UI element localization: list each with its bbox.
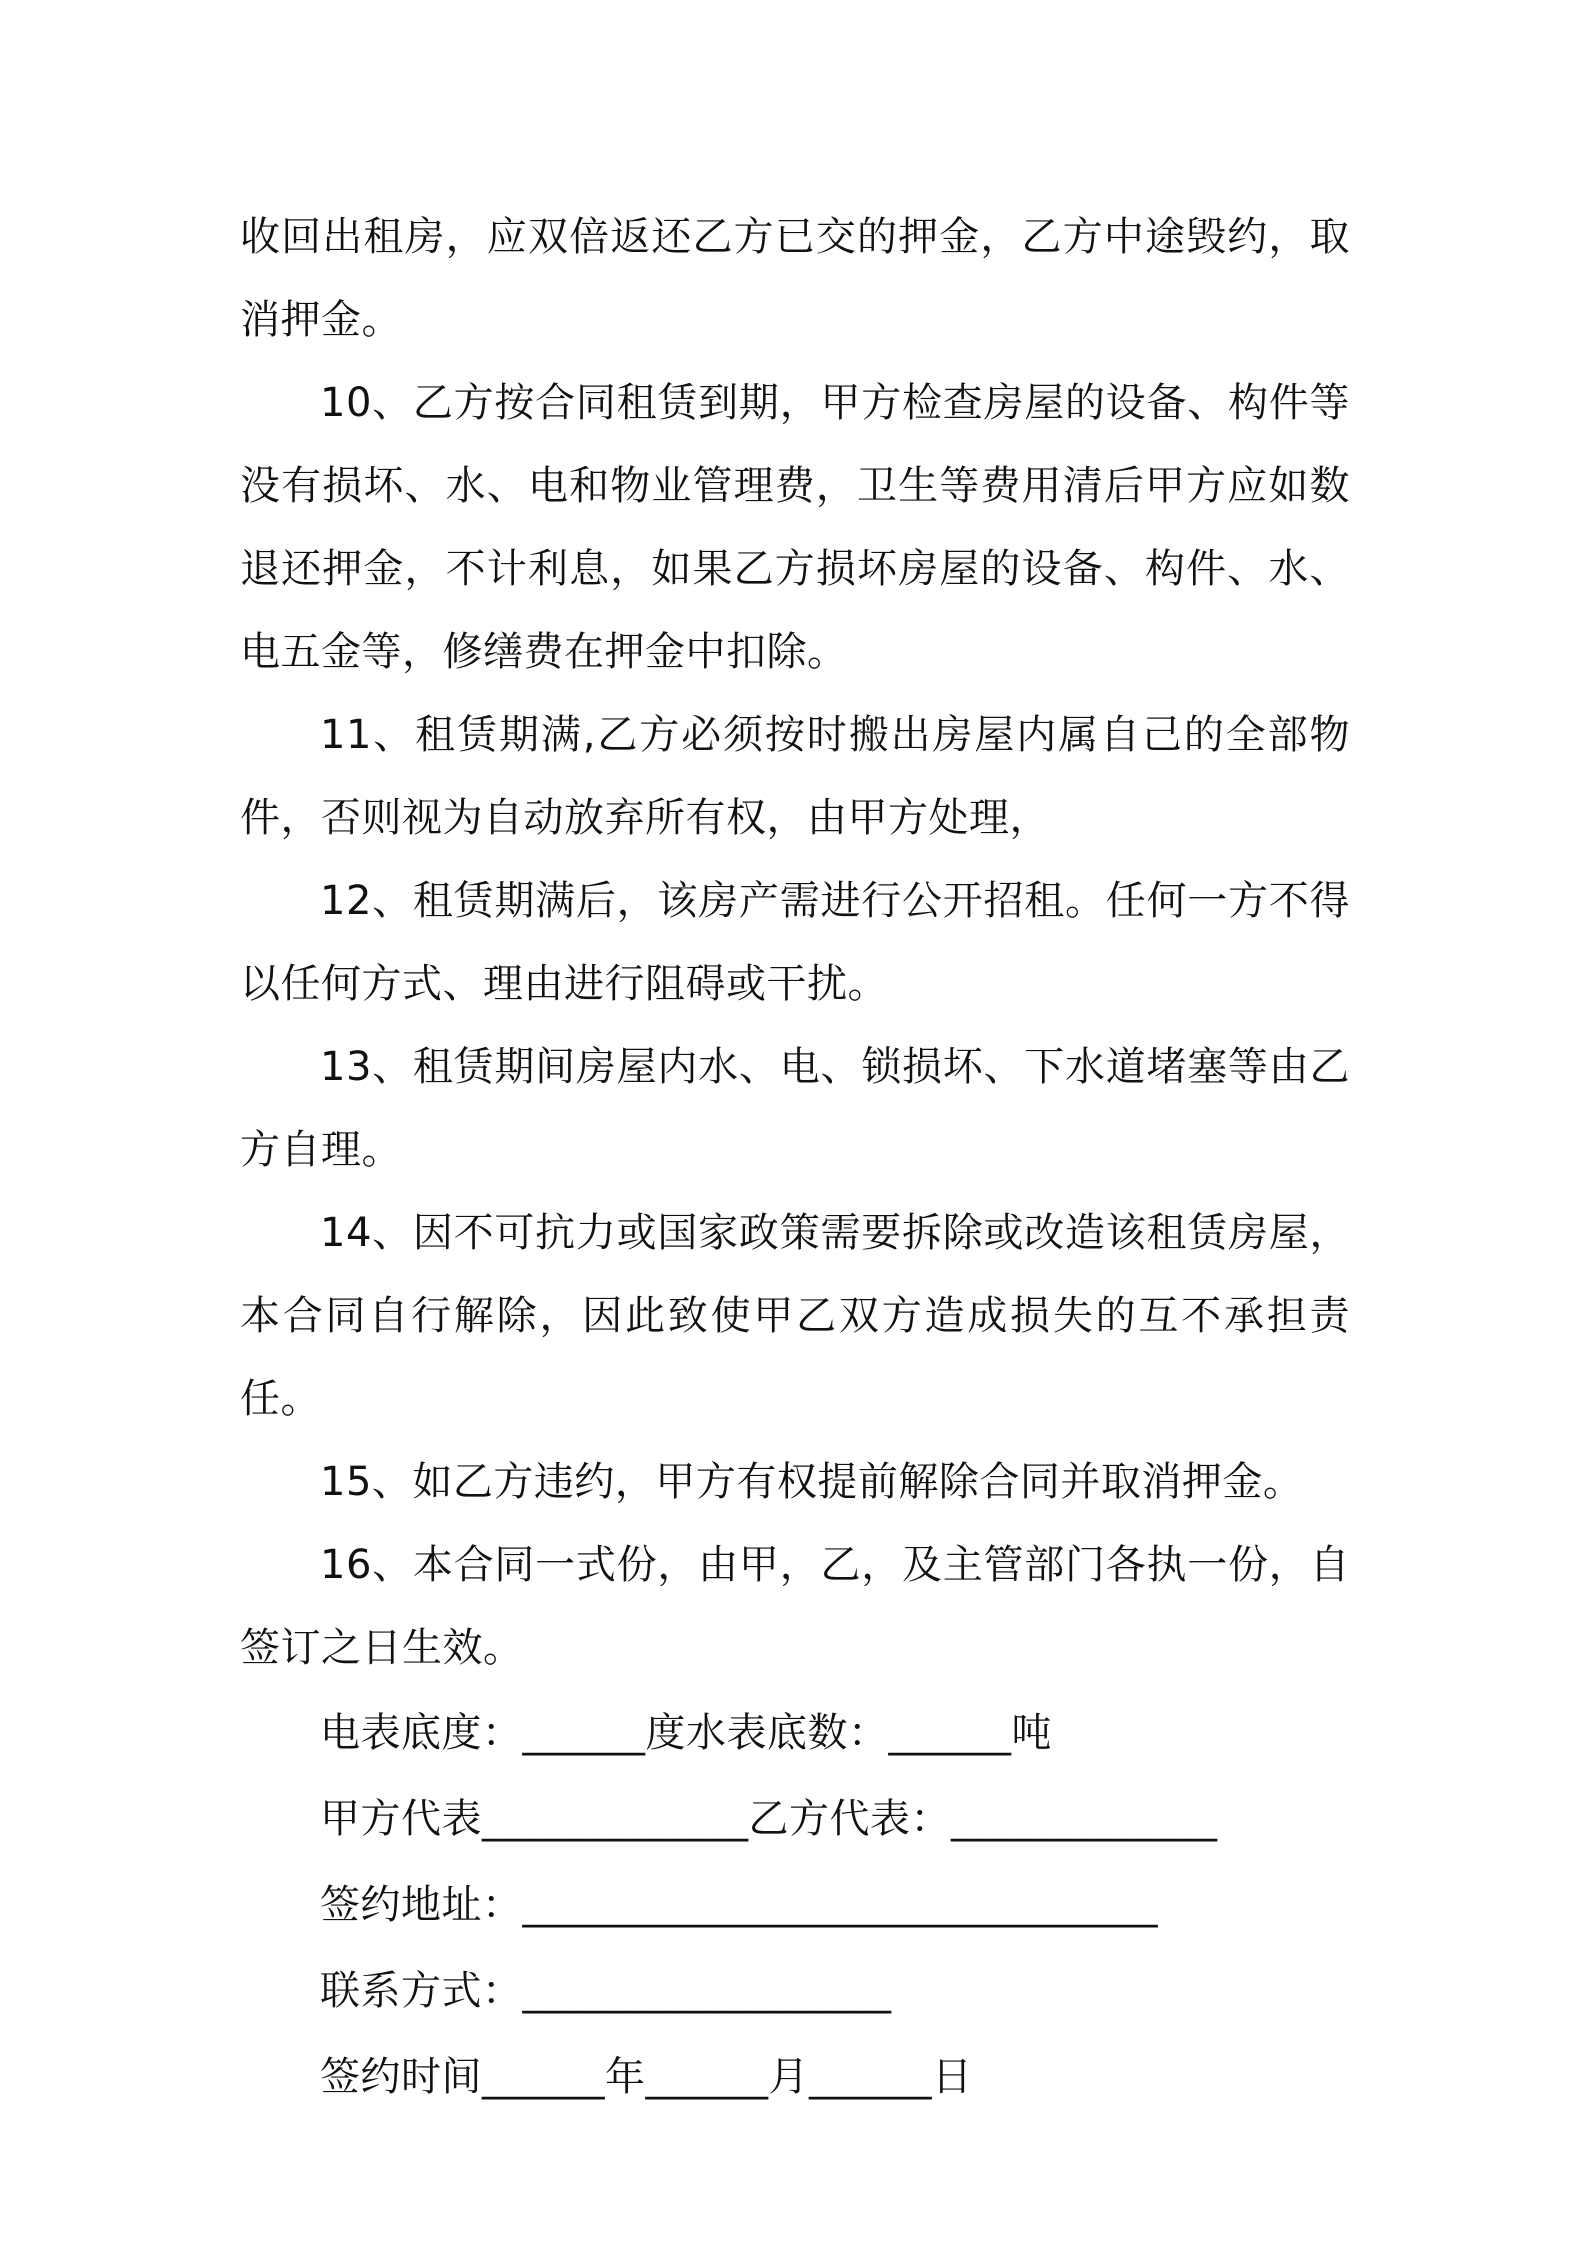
paragraph-clause-15: 15、如乙方违约，甲方有权提前解除合同并取消押金。 [320, 1459, 1304, 1505]
signing-address-field: 签约地址：_______________________________ [320, 1882, 1158, 1928]
meter-readings-field: 电表底度：______度水表底数：______吨 [320, 1710, 1052, 1756]
paragraph-clause-14: 14、因不可抗力或国家政策需要拆除或改造该租赁房屋，本合同自行解除，因此致使甲乙双方造成损失的互不承担责任。 [240, 1210, 1350, 1422]
document-body [240, 196, 1350, 2120]
paragraph-9-continuation: 收回出租房，应双倍返还乙方已交的押金，乙方中途毁约，取消押金。 [240, 214, 1350, 343]
representatives-field: 甲方代表_____________乙方代表：_____________ [320, 1796, 1218, 1842]
paragraph-clause-16: 16、本合同一式份，由甲，乙，及主管部门各执一份，自签订之日生效。 [240, 1542, 1350, 1671]
signing-date-field: 签约时间______年______月______日 [320, 2054, 973, 2100]
signature-fields [240, 1690, 1350, 2120]
paragraph-clause-13: 13、租赁期间房屋内水、电、锁损坏、下水道堵塞等由乙方自理。 [240, 1044, 1350, 1173]
paragraph-clause-12: 12、租赁期满后，该房产需进行公开招租。任何一方不得以任何方式、理由进行阻碍或干扰。 [240, 878, 1350, 1007]
paragraph-clause-10: 10、乙方按合同租赁到期，甲方检查房屋的设备、构件等没有损坏、水、电和物业管理费，卫生等费用清后甲方应如数退还押金，不计利息，如果乙方损坏房屋的设备、构件、水、电五金等，修缮费在押金中扣除。 [240, 380, 1350, 675]
contact-field: 联系方式：__________________ [320, 1968, 892, 2014]
paragraph-clause-11: 11、租赁期满,乙方必须按时搬出房屋内属自己的全部物件，否则视为自动放弃所有权，由甲方处理， [240, 712, 1350, 841]
